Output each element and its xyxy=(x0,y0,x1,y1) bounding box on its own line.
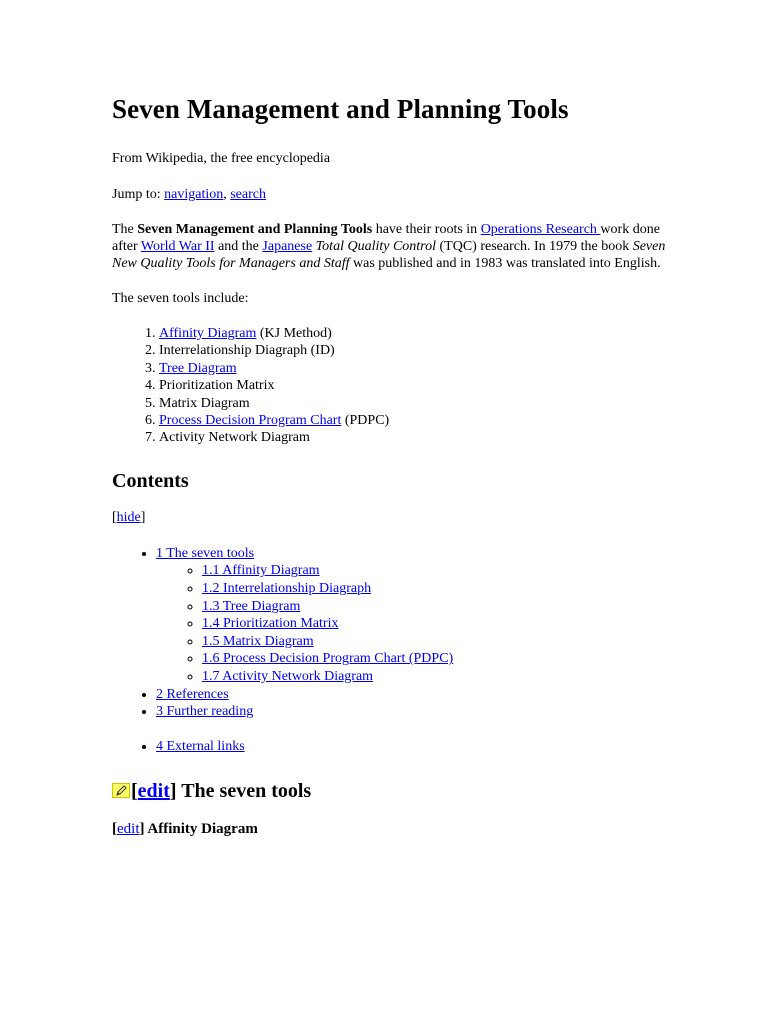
pencil-edit-icon-glyph xyxy=(114,784,128,797)
toc-link-pdpc[interactable]: 1.6 Process Decision Program Chart (PDPC) xyxy=(202,651,454,667)
list-item xyxy=(159,360,672,377)
intro-paragraph xyxy=(112,221,672,272)
subsection-title: Affinity Diagram xyxy=(144,820,258,837)
contents-heading: Contents xyxy=(112,469,189,492)
pdpc-link[interactable]: Process Decision Program Chart xyxy=(159,413,342,429)
toc-link-matrix[interactable]: 1.5 Matrix Diagram xyxy=(202,633,314,649)
list-item xyxy=(159,325,672,342)
toc-item xyxy=(156,703,672,721)
list-item xyxy=(159,342,672,359)
bracket: ] xyxy=(169,779,177,802)
toc-toggle xyxy=(112,509,672,526)
list-item-text: Activity Network Diagram xyxy=(159,430,310,446)
list-item-text: Matrix Diagram xyxy=(159,395,250,411)
bracket: [ xyxy=(112,820,117,837)
toc-link-external-links[interactable]: 4 External links xyxy=(156,738,245,754)
intro-text: The xyxy=(112,222,138,237)
intro-text: (TQC) research. In 1979 the book xyxy=(436,239,633,254)
toc-subitem xyxy=(202,668,672,686)
list-item xyxy=(159,412,672,429)
toc-link-seven-tools[interactable]: 1 The seven tools xyxy=(156,545,255,561)
bracket: ] xyxy=(139,820,145,837)
jump-separator: , xyxy=(223,187,227,202)
toc-link-further-reading[interactable]: 3 Further reading xyxy=(156,704,254,720)
list-item xyxy=(159,395,672,412)
japanese-link[interactable]: Japanese xyxy=(262,239,313,254)
bracket: ] xyxy=(140,509,146,525)
toc-subitem xyxy=(202,580,672,598)
list-item xyxy=(159,429,672,446)
toc-subitem xyxy=(202,633,672,651)
site-subtitle: From Wikipedia, the free encyclopedia xyxy=(112,151,331,166)
toc-link-affinity[interactable]: 1.1 Affinity Diagram xyxy=(202,563,320,579)
world-war-ii-link[interactable]: World War II xyxy=(140,239,215,254)
jump-prefix: Jump to: xyxy=(112,187,161,202)
affinity-diagram-link[interactable]: Affinity Diagram xyxy=(159,326,257,341)
operations-research-link[interactable]: Operations Research xyxy=(480,222,601,237)
bracket: [ xyxy=(131,779,138,802)
toc-link-references[interactable]: 2 References xyxy=(156,686,229,702)
tools-intro: The seven tools include: xyxy=(112,291,249,306)
toc-subitem xyxy=(202,562,672,580)
toc-item xyxy=(156,686,672,704)
toc-subitem xyxy=(202,650,672,668)
pencil-edit-icon[interactable] xyxy=(112,783,130,798)
intro-italic-book: Seven New Quality Tools for Managers and Staff xyxy=(112,239,666,271)
list-item-text: Interrelationship Diagraph (ID) xyxy=(159,343,335,359)
intro-bold-title: Seven Management and Planning Tools xyxy=(137,222,373,237)
section-title: The seven tools xyxy=(176,779,312,802)
toc-hide-link[interactable]: hide xyxy=(116,509,141,525)
jump-to-bar xyxy=(112,186,672,203)
edit-section-link[interactable]: edit xyxy=(137,779,170,802)
toc-item xyxy=(156,738,672,755)
list-item-text: (KJ Method) xyxy=(256,326,332,341)
toc-link-interrelationship[interactable]: 1.2 Interrelationship Diagraph xyxy=(202,581,372,597)
intro-text: and the xyxy=(214,239,263,254)
subsection-heading-affinity xyxy=(112,820,672,838)
table-of-contents xyxy=(112,545,672,721)
edit-subsection-link[interactable]: edit xyxy=(117,820,140,837)
toc-link-activity-network[interactable]: 1.7 Activity Network Diagram xyxy=(202,669,374,684)
toc-subitem xyxy=(202,598,672,616)
section-heading-seven-tools xyxy=(112,779,672,803)
list-item-text: Prioritization Matrix xyxy=(159,378,275,394)
table-of-contents-continued xyxy=(112,738,672,755)
bracket: [ xyxy=(112,509,117,525)
tree-diagram-link[interactable]: Tree Diagram xyxy=(159,360,237,376)
list-item xyxy=(159,377,672,394)
tools-list xyxy=(112,325,672,447)
intro-text: have their roots in xyxy=(372,222,481,237)
intro-text: work done after xyxy=(112,222,660,254)
intro-italic-tqc: Total Quality Control xyxy=(315,239,436,254)
toc-item xyxy=(156,545,672,686)
toc-sublist xyxy=(156,562,672,685)
jump-search-link[interactable]: search xyxy=(230,187,266,202)
toc-link-tree[interactable]: 1.3 Tree Diagram xyxy=(202,598,301,614)
jump-navigation-link[interactable]: navigation xyxy=(164,187,224,202)
toc-link-prioritization[interactable]: 1.4 Prioritization Matrix xyxy=(202,616,339,632)
page-title: Seven Management and Planning Tools xyxy=(112,94,569,124)
list-item-text: (PDPC) xyxy=(341,413,390,429)
toc-subitem xyxy=(202,615,672,633)
intro-text: was published and in 1983 was translated into English. xyxy=(349,256,661,271)
